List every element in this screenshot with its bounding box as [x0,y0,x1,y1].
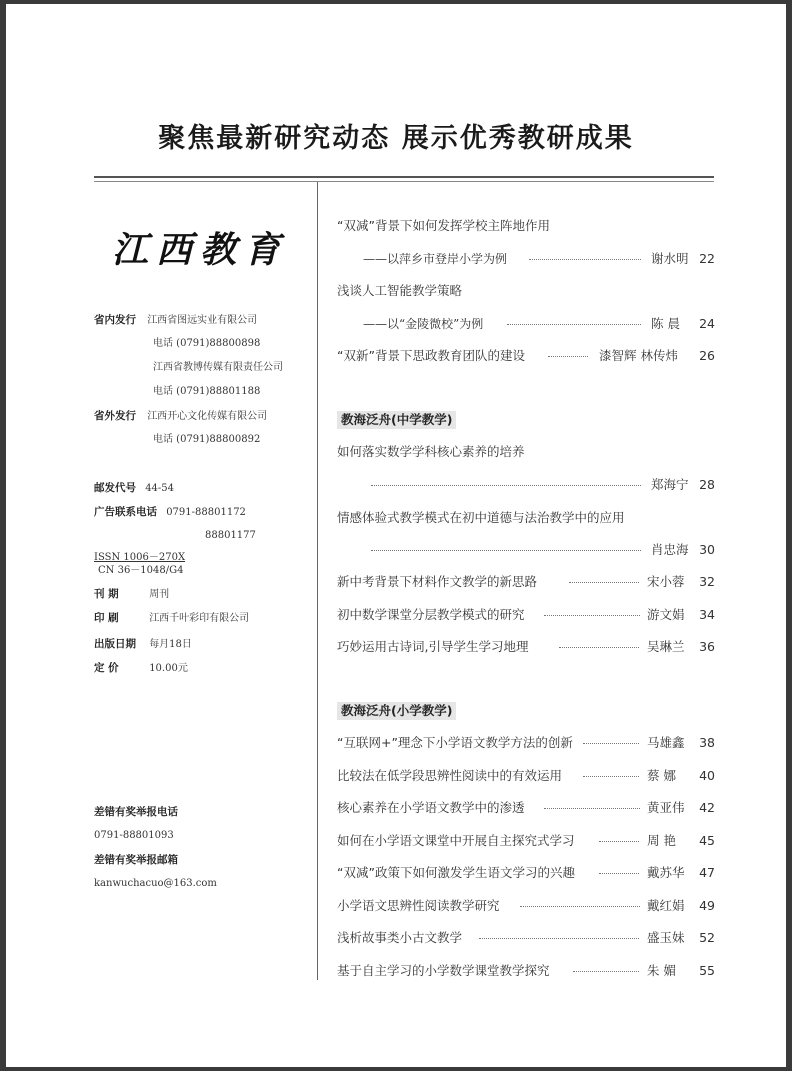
toc-leader [583,743,639,744]
toc-leader [599,841,639,842]
frequency-label: 刊 期 [94,588,119,600]
toc-leader [507,324,641,325]
report-phone-label [94,805,178,820]
ad-label: 广告联系电话 [94,506,157,518]
toc-page: 32 [699,574,715,589]
toc-leader [569,582,639,583]
slogan-heading: 聚焦最新研究动态 展示优秀教研成果 [158,123,634,154]
postal-code [94,481,174,496]
toc-author: 漆智辉 林传炜 [599,348,678,363]
magazine-logo: 江西教育 [112,229,289,271]
toc-author: 马雄鑫 [647,735,685,750]
ad-contact [94,505,246,520]
toc-page: 45 [699,833,715,848]
price [94,661,188,676]
toc-title: 浅谈人工智能教学策略 [337,283,463,298]
ad-phone-1: 0791-88801172 [166,507,246,518]
toc-entry [337,832,715,850]
toc-author: 蔡 娜 [647,768,676,783]
ad-phone-2: 88801177 [205,530,256,541]
toc-leader [573,971,639,972]
domestic-phone-2: 电话 (0791)88801188 [153,386,261,397]
date-value: 每月18日 [149,639,192,650]
overseas-distributor-1: 江西开心文化传媒有限公司 [147,411,268,422]
toc-entry [337,250,715,268]
column-divider [317,182,318,980]
toc-page: 47 [699,865,715,880]
price-value: 10.00元 [149,663,188,674]
toc-title: “互联网+”理念下小学语文教学方法的创新 [337,735,573,750]
frequency [94,587,169,602]
report-phone-label-text: 差错有奖举报电话 [94,806,178,818]
toc-leader [559,647,639,648]
toc-page: 49 [699,898,715,913]
toc-title: 小学语文思辨性阅读教学研究 [337,898,500,913]
toc-entry [337,929,715,947]
toc-title: “双新”背景下思政教育团队的建设 [337,348,525,363]
domestic-distribution [94,313,257,328]
cn-number: CN 36－1048/G4 [98,565,184,576]
toc-page: 38 [699,735,715,750]
toc-leader [520,906,640,907]
toc-title: 如何在小学语文课堂中开展自主探究式学习 [337,833,575,848]
date-label: 出版日期 [94,638,136,650]
toc-title: 初中数学课堂分层教学模式的研究 [337,607,525,622]
toc-entry [337,864,715,882]
toc-leader [529,259,641,260]
toc-entry [337,734,715,752]
magazine-page [6,4,786,1067]
toc-entry [337,799,715,817]
overseas-phone-1: 电话 (0791)88800892 [153,434,261,445]
toc-author: 盛玉妹 [647,930,685,945]
toc-entry [337,897,715,915]
printer-value: 江西千叶彩印有限公司 [149,613,250,624]
toc-entry [337,606,715,624]
printer-label: 印 刷 [94,612,119,624]
toc-title: “双减”政策下如何激发学生语文学习的兴趣 [337,865,575,880]
toc-entry [337,347,715,365]
toc-author: 宋小蓉 [647,574,685,589]
toc-entry [337,282,715,300]
toc-subtitle: ——以“金陵微校”为例 [363,317,484,331]
toc-leader [544,615,640,616]
header-rule [94,176,714,178]
toc-page: 55 [699,963,715,978]
frequency-value: 周刊 [149,589,170,600]
price-label: 定 价 [94,662,119,674]
overseas-distribution [94,409,267,424]
toc-page: 52 [699,930,715,945]
toc-entry [337,476,715,494]
toc-title: “双减”背景下如何发挥学校主阵地作用 [337,218,550,233]
toc-author: 肖忠海 [651,542,689,557]
toc-subtitle: ——以萍乡市登岸小学为例 [363,252,508,266]
report-phone-value: 0791-88801093 [94,830,174,841]
printer [94,611,249,626]
issn: ISSN 1006－270X [94,552,186,563]
overseas-label: 省外发行 [94,410,136,422]
section-header-primary-school: 教海泛舟(小学教学) [337,702,456,720]
toc-author: 黄亚伟 [647,800,685,815]
report-email-label-text: 差错有奖举报邮箱 [94,854,178,866]
postal-value: 44-54 [145,483,175,494]
domestic-label: 省内发行 [94,314,136,326]
toc-page: 28 [699,477,715,492]
toc-author: 周 艳 [647,833,676,848]
toc-author: 游文娟 [647,607,685,622]
toc-author: 朱 媚 [647,963,676,978]
publish-date [94,637,192,652]
toc-entry [337,315,715,333]
toc-entry [337,573,715,591]
toc-entry [337,217,715,235]
toc-entry [337,767,715,785]
toc-title: 情感体验式教学模式在初中道德与法治教学中的应用 [337,510,625,525]
toc-leader [371,485,641,486]
toc-page: 36 [699,639,715,654]
domestic-distributor-1: 江西省图远实业有限公司 [147,315,258,326]
postal-label: 邮发代号 [94,482,136,494]
toc-author: 谢水明 [651,251,689,266]
header-rule-thin [94,181,714,182]
toc-page: 42 [699,800,715,815]
toc-title: 基于自主学习的小学数学课堂教学探究 [337,963,550,978]
section-header-middle-school: 教海泛舟(中学教学) [337,411,456,429]
toc-page: 40 [699,768,715,783]
toc-author: 戴苏华 [647,865,685,880]
toc-entry [337,541,715,559]
toc-leader [479,938,639,939]
toc-leader [548,356,588,357]
report-email-value: kanwuchacuo@163.com [94,878,217,889]
toc-title: 核心素养在小学语文教学中的渗透 [337,800,525,815]
toc-title: 比较法在低学段思辨性阅读中的有效运用 [337,768,563,783]
toc-page: 26 [699,348,715,363]
toc-page: 30 [699,542,715,557]
toc-author: 吴琳兰 [647,639,685,654]
toc-title: 如何落实数学学科核心素养的培养 [337,444,525,459]
domestic-phone-1: 电话 (0791)88800898 [153,338,261,349]
toc-leader [599,873,639,874]
toc-page: 34 [699,607,715,622]
toc-title: 巧妙运用古诗词,引导学生学习地理 [337,639,529,654]
toc-entry [337,443,715,461]
toc-entry [337,962,715,980]
domestic-distributor-2: 江西省教博传媒有限责任公司 [153,362,283,373]
toc-entry [337,638,715,656]
toc-title: 浅析故事类小古文教学 [337,930,463,945]
toc-page: 24 [699,316,715,331]
toc-author: 郑海宁 [651,477,689,492]
report-email-label [94,853,178,868]
toc-author: 陈 晨 [651,316,680,331]
toc-leader [371,550,641,551]
toc-author: 戴红娟 [647,898,685,913]
toc-entry [337,509,715,527]
toc-leader [544,808,640,809]
toc-title: 新中考背景下材料作文教学的新思路 [337,574,538,589]
toc-page: 22 [699,251,715,266]
toc-leader [583,776,639,777]
